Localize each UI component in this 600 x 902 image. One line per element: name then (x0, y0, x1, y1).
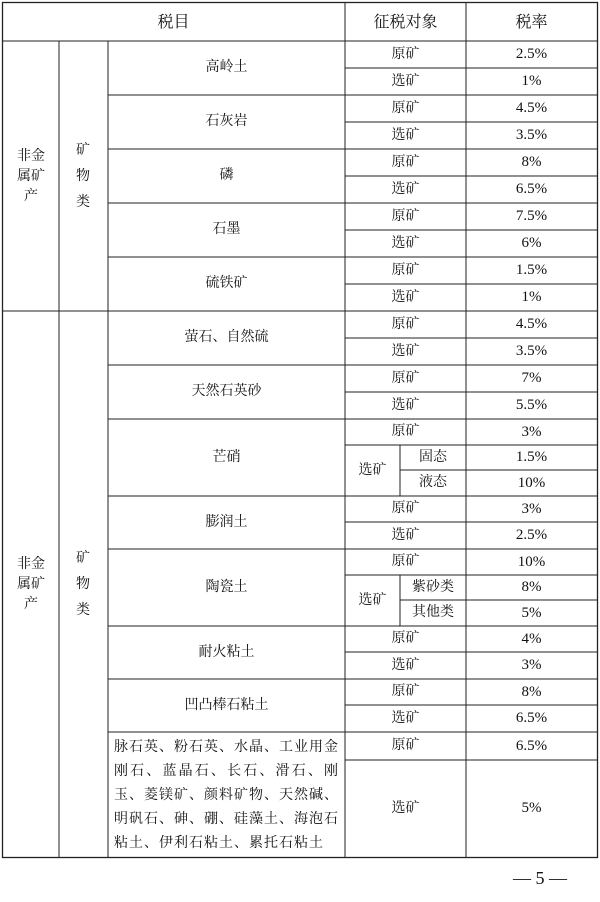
subtype-liquid: 液态 (419, 474, 447, 491)
group-label-bottom: 非金属矿产 (17, 555, 45, 613)
object-raw: 原矿 (391, 423, 420, 440)
rate-ceramic-clay-zisha: 8% (521, 579, 542, 596)
rate-graphite-raw: 7.5% (515, 208, 548, 225)
rate-graphite-processed: 6% (521, 235, 542, 252)
object-processed: 选矿 (391, 656, 420, 673)
mineral-name-quartz-sand: 天然石英砂 (191, 383, 262, 400)
rate-misc-processed: 5% (521, 800, 542, 817)
category-label-top: 矿物类 (76, 142, 90, 210)
object-raw: 原矿 (391, 45, 420, 62)
rate-kaolin-processed: 1% (521, 73, 542, 90)
object-raw: 原矿 (391, 315, 420, 332)
subtype-solid: 固态 (419, 448, 447, 465)
object-raw: 原矿 (391, 500, 420, 517)
rate-ceramic-clay-other: 5% (521, 604, 542, 621)
rate-mirabilite-solid: 1.5% (515, 449, 548, 466)
rate-limestone-processed: 3.5% (515, 127, 548, 144)
rate-fireclay-raw: 4% (521, 630, 542, 647)
mineral-name-fireclay: 耐火粘土 (198, 643, 255, 660)
object-raw: 原矿 (391, 369, 420, 386)
mineral-name-limestone: 石灰岩 (205, 113, 248, 130)
object-processed: 选矿 (391, 288, 420, 305)
mineral-name-attapulgite: 凹凸棒石粘土 (184, 696, 269, 713)
header-rate: 税率 (515, 11, 548, 31)
header-item: 税目 (157, 11, 190, 31)
rate-pyrite-raw: 1.5% (515, 262, 548, 279)
rate-attapulgite-processed: 6.5% (515, 710, 548, 727)
rate-bentonite-raw: 3% (521, 500, 542, 517)
mineral-name-misc: 脉石英、粉石英、水晶、工业用金刚石、蓝晶石、长石、滑石、刚玉、菱镁矿、颜料矿物、天然碱、明矾石、砷、硼、硅藻土、海泡石粘土、伊利石粘土、累托石粘土 (114, 738, 339, 851)
rate-kaolin-raw: 2.5% (515, 46, 548, 63)
mineral-name-bentonite: 膨润土 (205, 513, 248, 530)
object-processed: 选矿 (391, 126, 420, 143)
rate-mirabilite-raw: 3% (521, 423, 542, 440)
subtype-zisha: 紫砂类 (412, 578, 454, 595)
rate-misc-raw: 6.5% (515, 737, 548, 754)
object-processed: 选矿 (358, 591, 387, 608)
mineral-name-fluorite: 萤石、自然硫 (184, 329, 269, 346)
object-raw: 原矿 (391, 99, 420, 116)
object-raw: 原矿 (391, 630, 420, 647)
object-processed: 选矿 (391, 526, 420, 543)
rate-pyrite-processed: 1% (521, 289, 542, 306)
rate-fluorite-raw: 4.5% (515, 316, 548, 333)
object-processed: 选矿 (391, 396, 420, 413)
object-raw: 原矿 (391, 553, 420, 570)
rate-phosphorus-raw: 8% (521, 154, 542, 171)
rate-quartz-sand-processed: 5.5% (515, 397, 548, 414)
mineral-name-graphite: 石墨 (212, 221, 241, 238)
page-number: — 5 — (513, 868, 567, 888)
mineral-name-phosphorus: 磷 (219, 167, 234, 184)
rate-limestone-raw: 4.5% (515, 100, 548, 117)
rate-fireclay-processed: 3% (521, 657, 542, 674)
object-raw: 原矿 (391, 207, 420, 224)
mineral-name-pyrite: 硫铁矿 (205, 275, 248, 292)
rate-ceramic-clay-raw: 10% (517, 553, 546, 570)
rate-fluorite-processed: 3.5% (515, 343, 548, 360)
object-processed: 选矿 (391, 342, 420, 359)
rate-mirabilite-liquid: 10% (517, 474, 546, 491)
object-processed: 选矿 (391, 234, 420, 251)
object-processed: 选矿 (391, 799, 420, 816)
mineral-name-kaolin: 高岭土 (205, 59, 248, 76)
rate-bentonite-processed: 2.5% (515, 527, 548, 544)
object-processed: 选矿 (391, 709, 420, 726)
rate-quartz-sand-raw: 7% (521, 370, 542, 387)
object-processed: 选矿 (358, 461, 387, 478)
object-raw: 原矿 (391, 153, 420, 170)
rate-attapulgite-raw: 8% (521, 683, 542, 700)
group-label-top: 非金属矿产 (17, 147, 45, 205)
object-processed: 选矿 (391, 72, 420, 89)
mineral-name-ceramic-clay: 陶瓷土 (205, 578, 248, 595)
object-raw: 原矿 (391, 683, 420, 700)
object-raw: 原矿 (391, 261, 420, 278)
category-label-bottom: 矿物类 (76, 550, 90, 618)
object-raw: 原矿 (391, 737, 420, 754)
header-object: 征税对象 (373, 11, 438, 31)
rate-phosphorus-processed: 6.5% (515, 181, 548, 198)
subtype-other: 其他类 (412, 604, 454, 621)
object-processed: 选矿 (391, 180, 420, 197)
mineral-name-mirabilite: 芒硝 (212, 448, 241, 465)
